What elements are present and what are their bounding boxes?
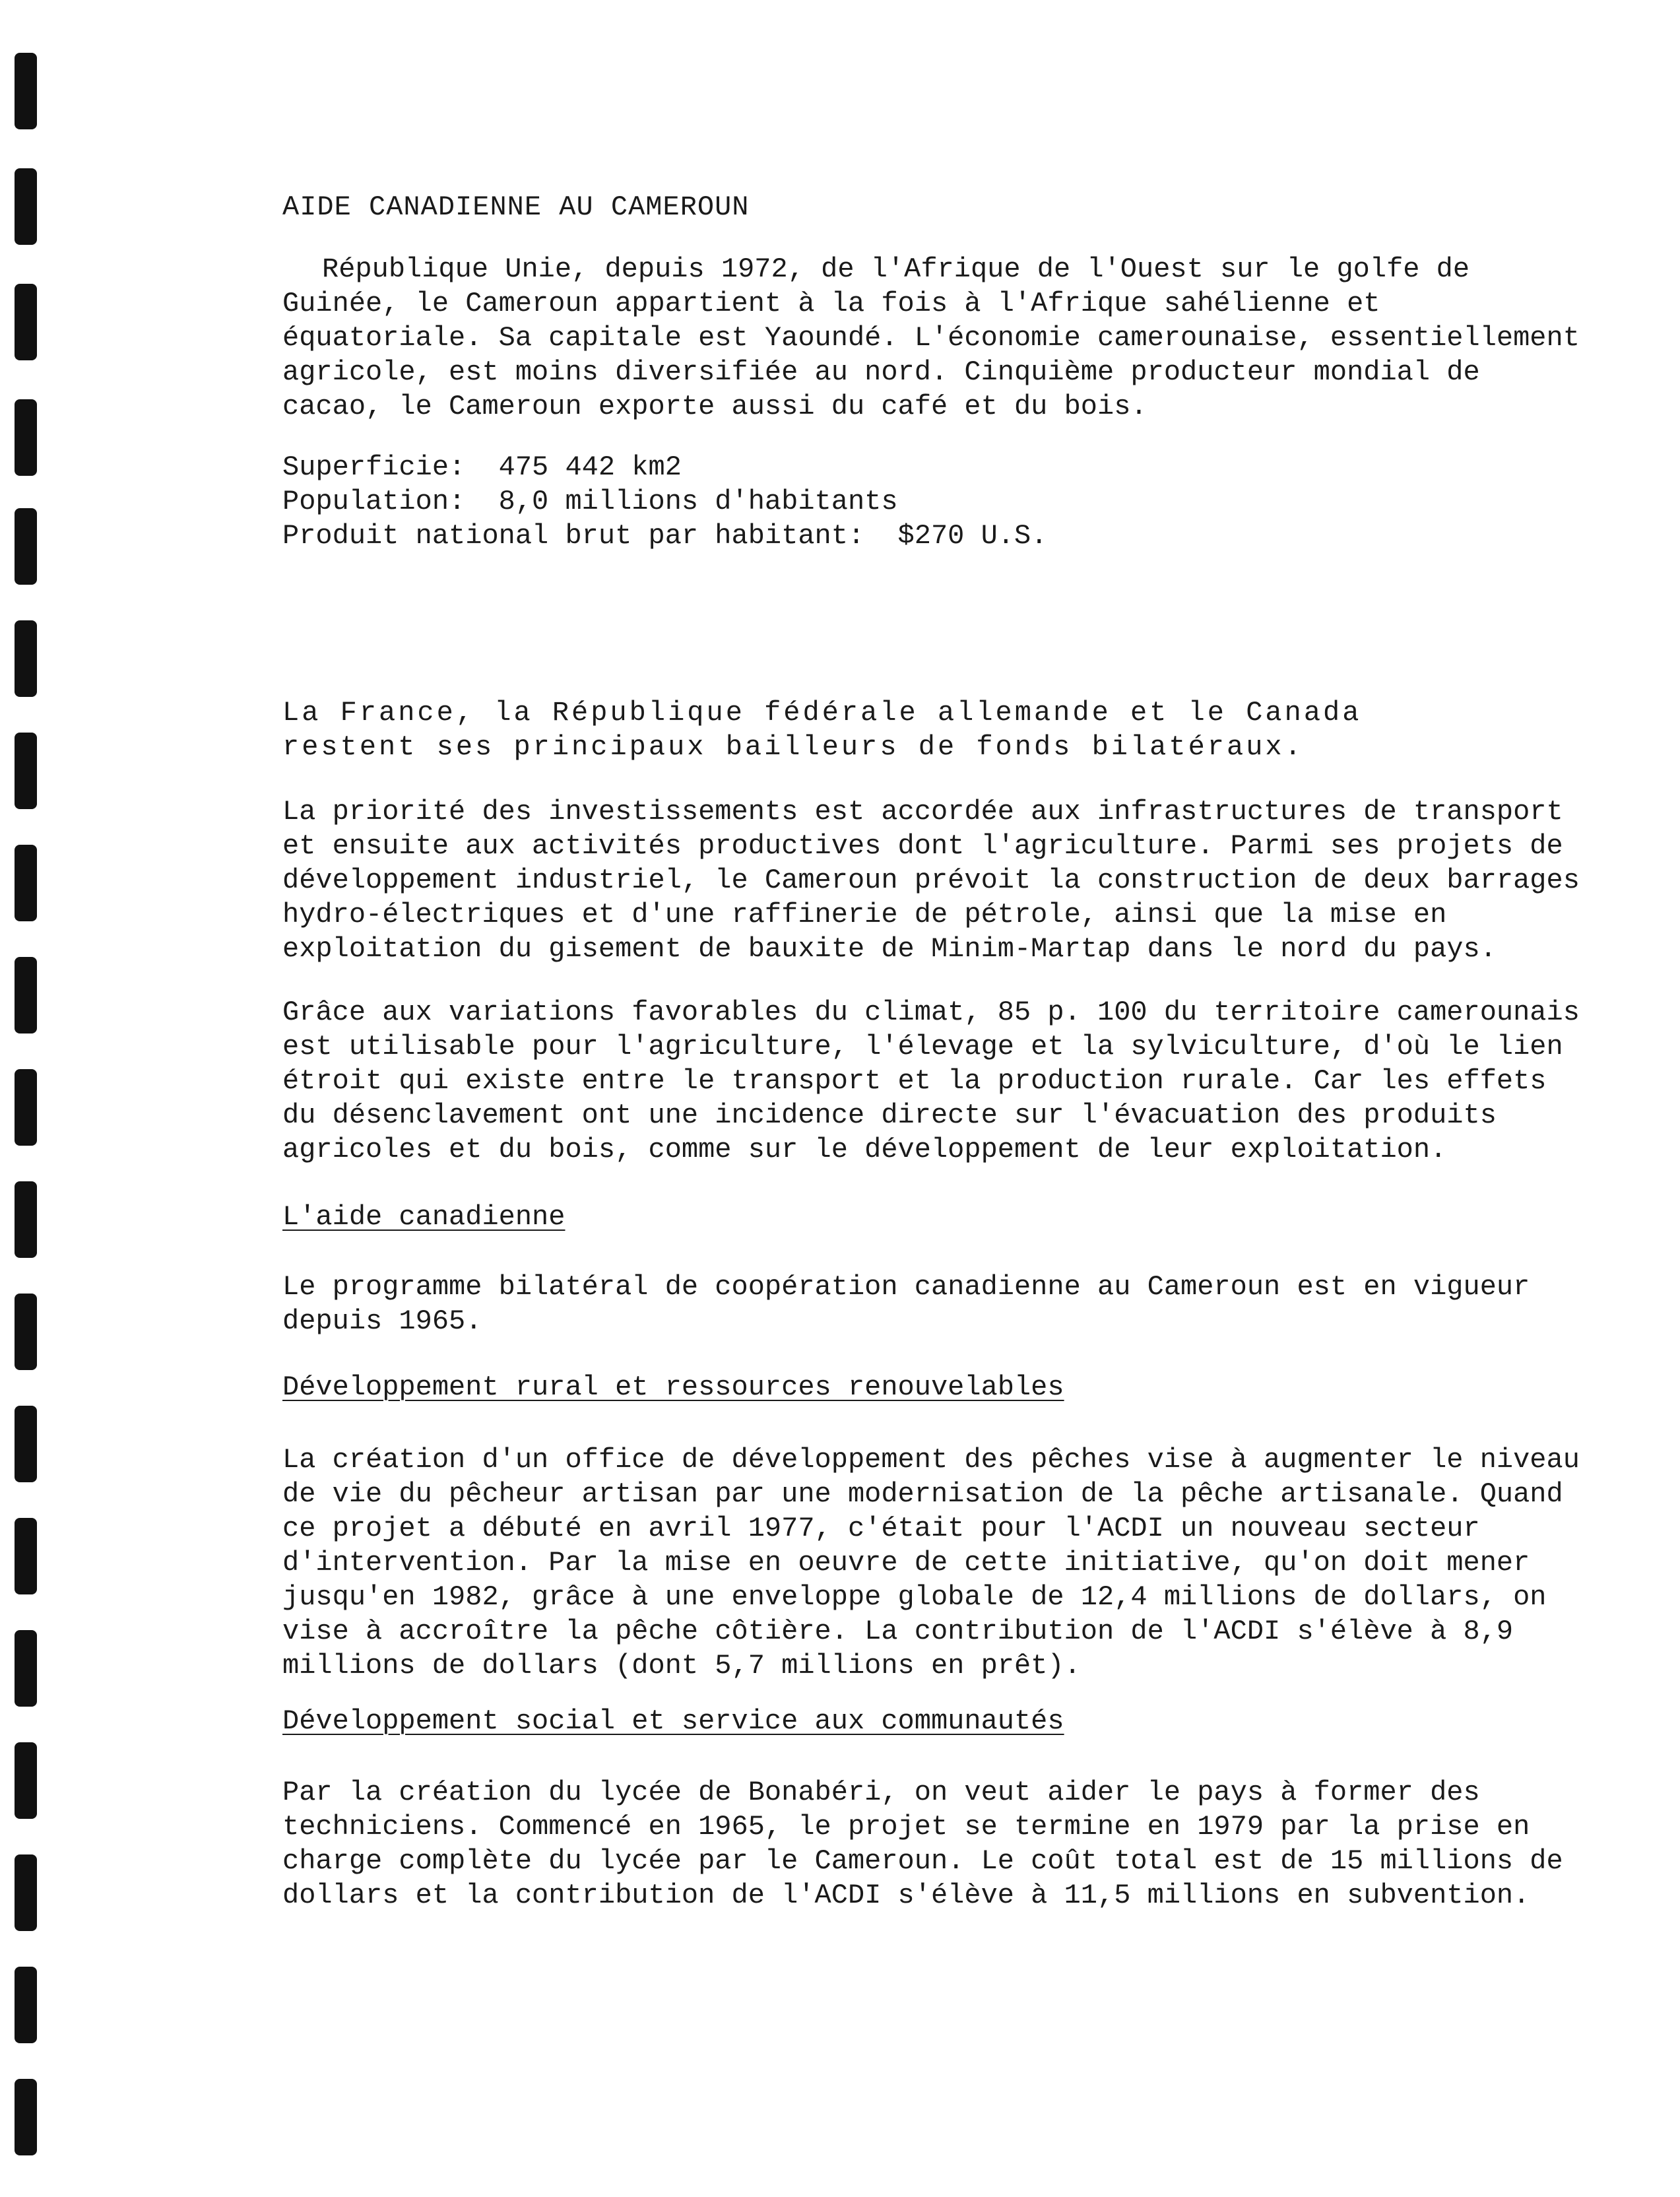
binder-hole-mark xyxy=(15,53,37,129)
section-heading-rural: Développement rural et ressources renouvelables xyxy=(282,1371,1064,1403)
section-heading-aide: L'aide canadienne xyxy=(282,1201,565,1233)
binder-hole-mark xyxy=(15,1518,37,1594)
binder-hole-mark xyxy=(15,508,37,585)
binder-hole-mark xyxy=(15,2079,37,2155)
programme-paragraph: Le programme bilatéral de coopération canadienne au Cameroun est en vigueur depuis 1965. xyxy=(282,1271,1547,1337)
binder-hole-mark xyxy=(15,1181,37,1258)
binder-hole-mark xyxy=(15,168,37,245)
document-title: AIDE CANADIENNE AU CAMEROUN xyxy=(282,191,750,223)
priorite-paragraph: La priorité des investissements est accordée aux infrastructures de transport et ensuite aux activités productives dont l'agriculture. Parmi ses projets de développement industriel, le Cameroun prévoit la construction de deux barrages hydro-électriques et d'une raffinerie de pétrole, ainsi que la mise en exploitation du gisement de bauxite de Minim-Martap dans le nord du pays. xyxy=(282,796,1597,965)
lycee-paragraph: Par la création du lycée de Bonabéri, on veut aider le pays à former des techniciens. Commencé en 1965, le projet se termine en 1979 par la prise en charge complète du lycée par le Cameroun. Le coût total est de 15 millions de dollars et la contribution de l'ACDI s'élève à 11,5 millions en subvention. xyxy=(282,1777,1580,1911)
peches-paragraph: La création d'un office de développement des pêches vise à augmenter le niveau de vie du pêcheur artisan par une modernisation de la pêche artisanale. Quand ce projet a débuté en avril 1977, c'était pour l'ACDI un nouveau secteur d'intervention. Par la mise en oeuvre de cette initiative, qu'on doit mener jusqu'en 1982, grâce à une enveloppe globale de 12,4 millions de dollars, on vise à accroître la pêche côtière. La contribution de l'ACDI s'élève à 8,9 millions de dollars (dont 5,7 millions en prêt). xyxy=(282,1444,1597,1682)
binder-hole-mark xyxy=(15,1967,37,2043)
stat-population: Population: 8,0 millions d'habitants xyxy=(282,486,898,517)
binder-hole-mark xyxy=(15,399,37,476)
intro-paragraph: République Unie, depuis 1972, de l'Afrique de l'Ouest sur le golfe de Guinée, le Cameroun appartient à la fois à l'Afrique sahélienne et équatoriale. Sa capitale est Yaoundé. L'économie camerounaise, essentiellement agricole, est moins diversifiée au nord. Cinquième producteur mondial de cacao, le Cameroun exporte aussi du café et du bois. xyxy=(282,253,1597,422)
binder-hole-mark xyxy=(15,1406,37,1482)
bailleurs-paragraph: La France, la République fédérale allemande et le Canada restent ses principaux bailleurs de fonds bilatéraux. xyxy=(282,697,1381,763)
country-stats xyxy=(282,450,1596,553)
binder-hole-mark xyxy=(15,1069,37,1146)
section-heading-social: Développement social et service aux communautés xyxy=(282,1705,1064,1737)
binder-hole-mark xyxy=(15,1294,37,1370)
binder-hole-mark xyxy=(15,1630,37,1707)
climat-paragraph: Grâce aux variations favorables du climat, 85 p. 100 du territoire camerounais est utilisable pour l'agriculture, l'élevage et la sylviculture, d'où le lien étroit qui existe entre le transport et la production rurale. Car les effets du désenclavement ont une incidence directe sur l'évacuation des produits agricoles et du bois, comme sur le développement de leur exploitation. xyxy=(282,997,1597,1165)
binder-hole-mark xyxy=(15,845,37,921)
binder-hole-mark xyxy=(15,1742,37,1819)
stat-pnb: Produit national brut par habitant: $270 U.S. xyxy=(282,520,1048,552)
binder-hole-mark xyxy=(15,733,37,809)
stat-superficie: Superficie: 475 442 km2 xyxy=(282,451,682,483)
binder-hole-mark xyxy=(15,957,37,1033)
binder-hole-mark xyxy=(15,1854,37,1931)
binder-hole-mark xyxy=(15,620,37,697)
binder-hole-mark xyxy=(15,284,37,360)
binder-holes xyxy=(15,53,41,2165)
